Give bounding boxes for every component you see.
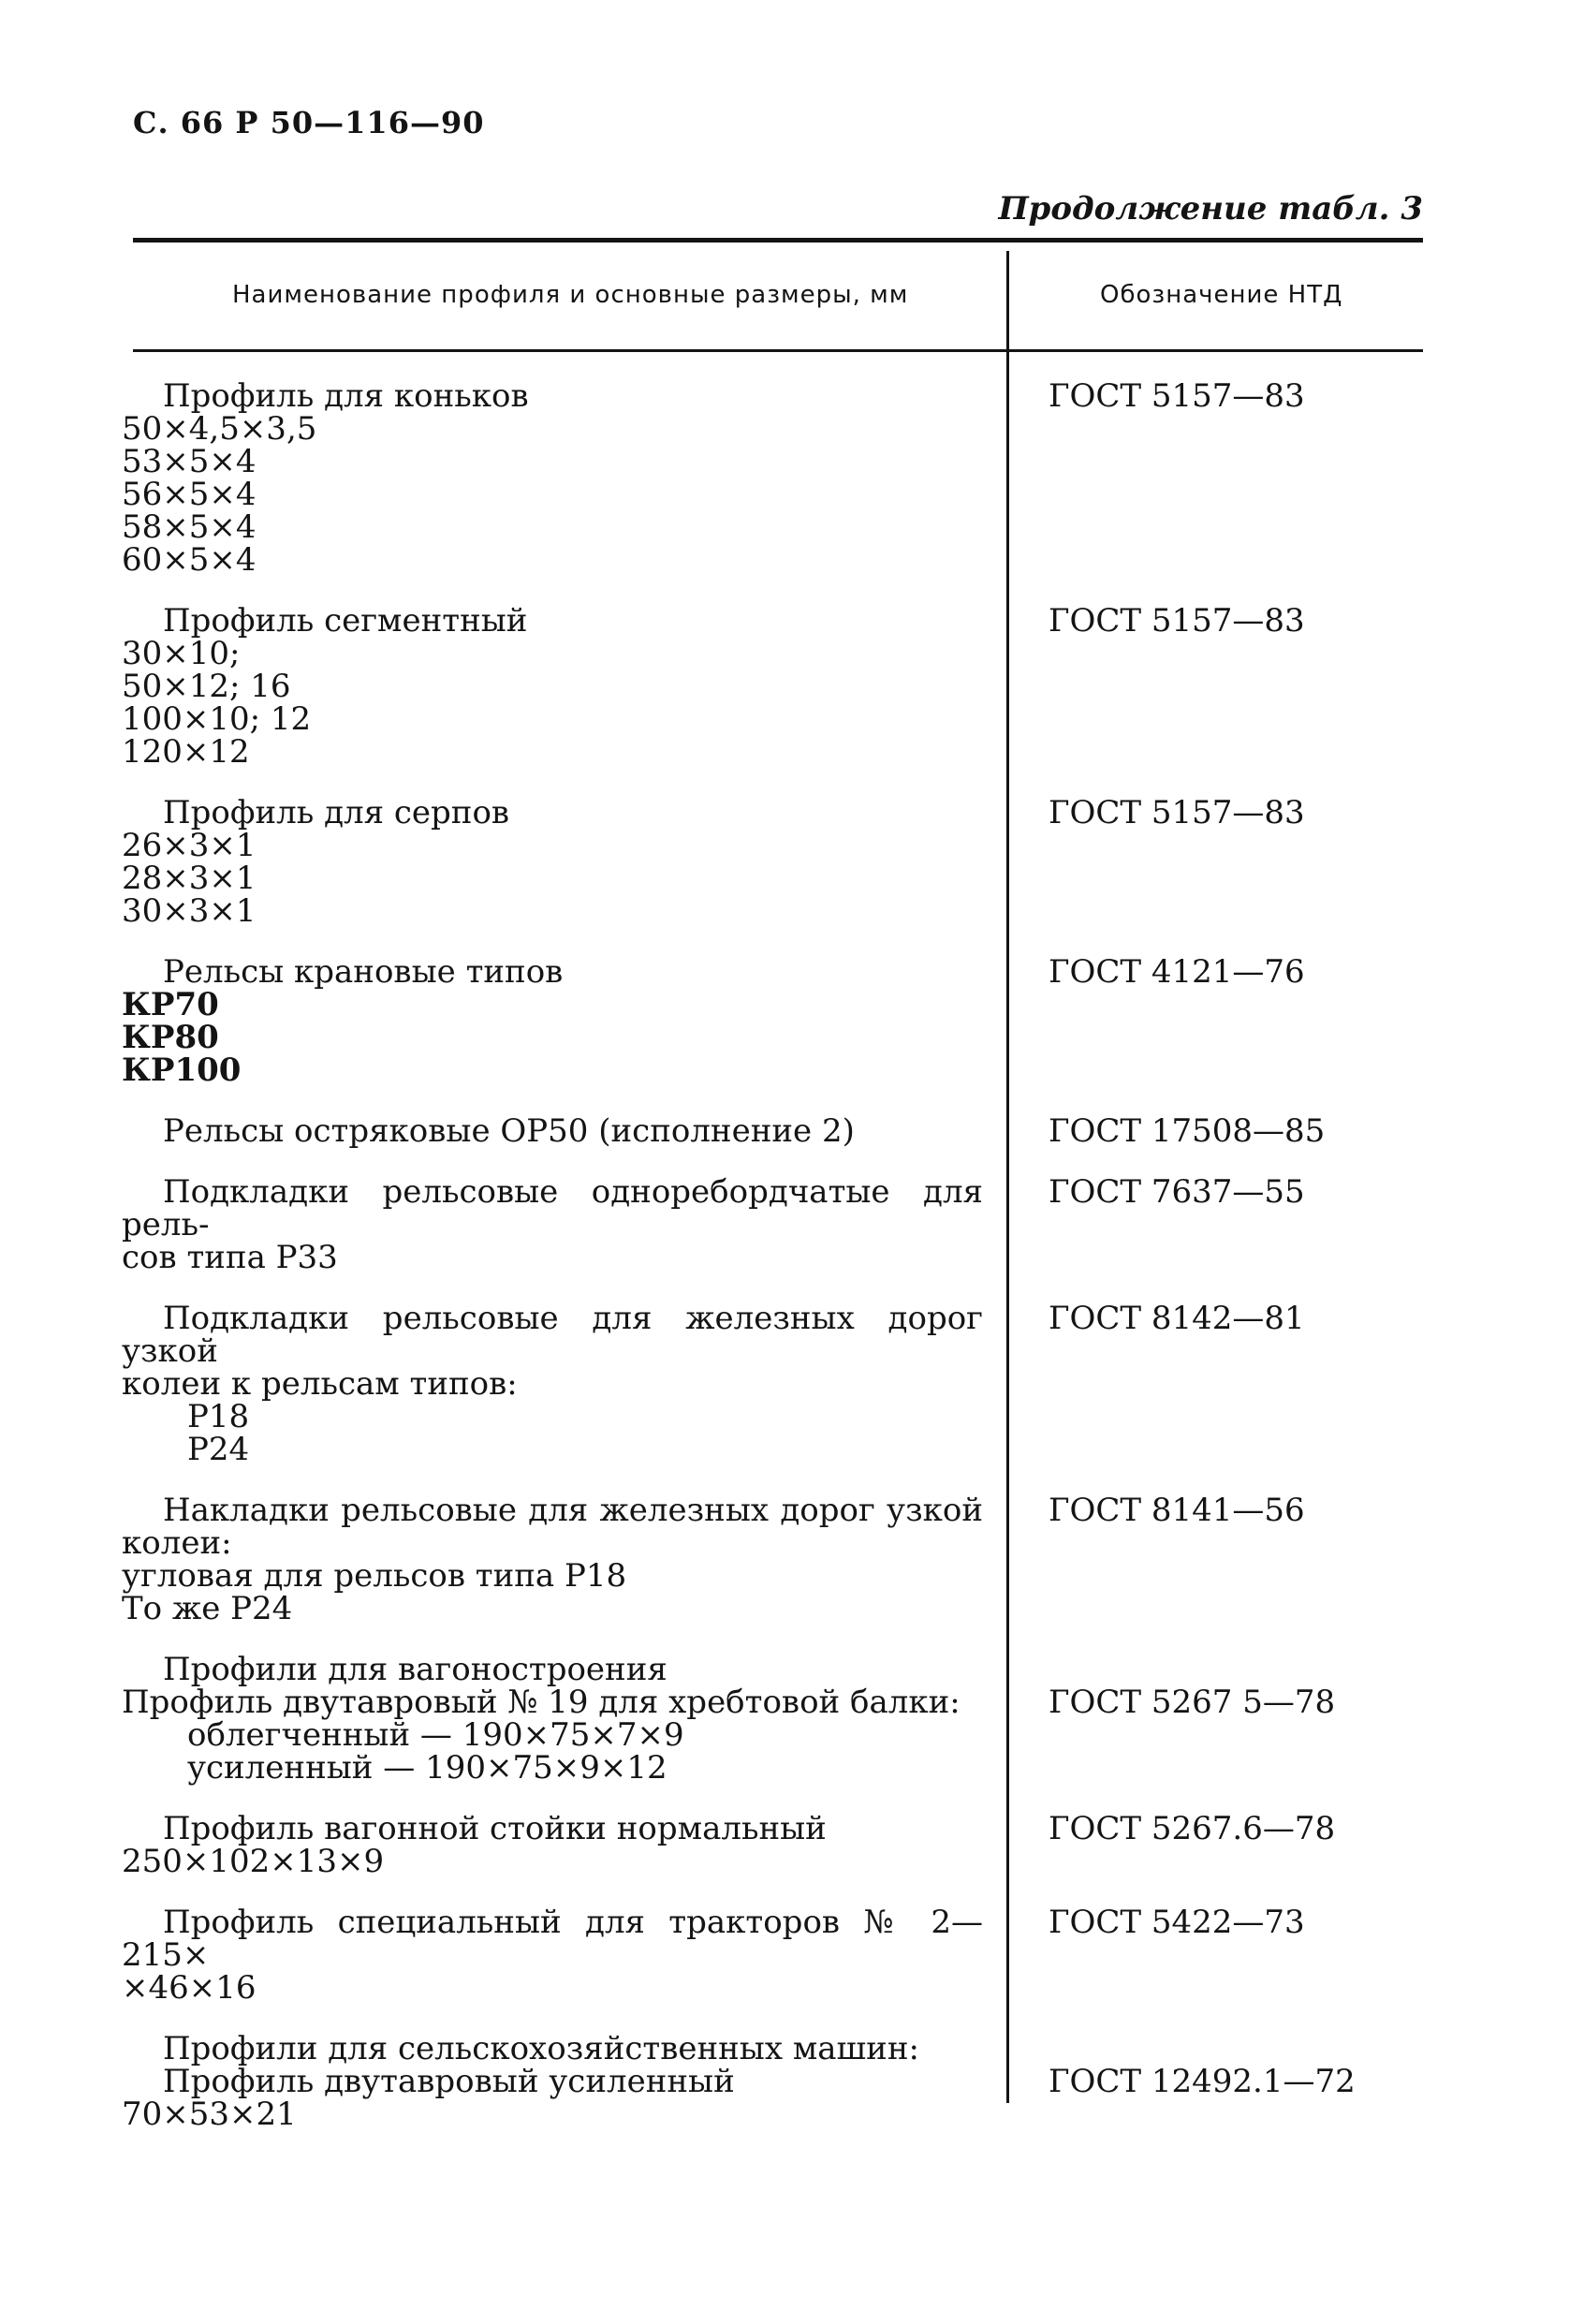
ntd-code: ГОСТ 4121—76 [1049,953,1305,991]
profile-size: То же Р24 [122,1590,293,1627]
profile-size: усиленный — 190×75×9×12 [187,1749,667,1787]
profile-size: 70×53×21 [122,2096,297,2133]
profile-title: Профиль для серпов [163,794,510,831]
profile-size: 50×12; 16 [122,668,291,705]
table-continuation-label: Продолжение табл. 3 [998,190,1423,228]
profile-title: Рельсы остряковые ОР50 (исполнение 2) [163,1112,855,1150]
profile-size: 120×12 [122,733,250,771]
rail-type: КР80 [122,1019,219,1056]
ntd-code: ГОСТ 5157—83 [1049,602,1305,640]
ntd-code: ГОСТ 5422—73 [1049,1904,1305,1941]
profile-title: Профили для сельскохозяйственных машин: [163,2030,919,2067]
profile-title: Подкладки рельсовые для железных дорог узкой [122,1300,983,1370]
ntd-spacer [1049,2033,1356,2066]
table-row [120,1651,1430,1787]
profile-title: Профиль специальный для тракторов № 2—215× [122,1904,983,1974]
profile-size: облегченный — 190×75×7×9 [187,1716,684,1754]
table-top-rule [133,238,1423,243]
profile-size: колеи: [122,1524,232,1562]
table-row [120,1494,1430,1625]
table-row [120,602,1430,771]
profile-size: 60×5×4 [122,541,257,579]
table-row [120,1302,1430,1466]
profile-size: 30×10; [122,635,241,672]
table-body [120,377,1430,2159]
profile-cell [120,1302,983,1466]
profile-size: 56×5×4 [122,476,257,513]
profile-title: Профиль вагонной стойки нормальный [163,1810,827,1847]
profile-cell [120,953,983,1089]
table-row [120,1810,1430,1880]
rail-type: КР100 [122,1052,242,1089]
profile-cell [120,1173,983,1276]
profile-size: 250×102×13×9 [122,1843,385,1880]
ntd-code: ГОСТ 8141—56 [1049,1492,1305,1529]
profile-size: 28×3×1 [122,860,257,897]
table-row [120,953,1430,1089]
ntd-code: ГОСТ 5157—83 [1049,377,1305,415]
profile-cell [120,1494,983,1625]
ntd-code: ГОСТ 8142—81 [1049,1300,1305,1337]
profile-size: 26×3×1 [122,827,257,864]
page-header: С. 66 Р 50—116—90 [133,105,485,140]
profile-size: сов типа Р33 [122,1239,338,1276]
ntd-code: ГОСТ 5267 5—78 [1049,1684,1336,1721]
ntd-code: ГОСТ 7637—55 [1049,1173,1305,1211]
table-row [120,377,1430,579]
profile-title: Рельсы крановые типов [163,953,564,991]
profile-title: Профили для вагоностроения [163,1651,667,1688]
profile-cell [120,2030,983,2133]
profile-size: 53×5×4 [122,443,257,480]
profile-size: колеи к рельсам типов: [122,1365,518,1403]
table-row [120,1173,1430,1276]
profile-cell [120,1906,983,2005]
rail-type: Р24 [187,1431,250,1468]
table-header-rule [133,349,1423,352]
ntd-code: ГОСТ 5267.6—78 [1049,1810,1336,1847]
profile-cell [120,602,983,771]
ntd-code: ГОСТ 5157—83 [1049,794,1305,831]
profile-title: Накладки рельсовые для железных дорог узкой [163,1492,983,1529]
table-row [120,794,1430,930]
profile-title: Профиль сегментный [163,602,528,640]
profile-cell [120,794,983,930]
rail-type: Р18 [187,1398,250,1435]
ntd-code: ГОСТ 17508—85 [1049,1112,1326,1150]
ntd-code-cell [1049,1654,1335,1785]
profile-size: ×46×16 [122,1969,257,2007]
profile-cell [120,1112,983,1150]
profile-cell [120,1651,983,1787]
profile-size: 100×10; 12 [122,700,312,738]
table-row [120,1112,1430,1150]
column-header-ntd: Обозначение НТД [1100,281,1343,309]
column-header-profile: Наименование профиля и основные размеры, мм [232,281,909,309]
ntd-code: ГОСТ 12492.1—72 [1049,2063,1356,2100]
profile-title: Профиль для коньков [163,377,529,415]
profile-size: 30×3×1 [122,892,257,930]
profile-size: Профиль двутавровый № 19 для хребтовой балки: [122,1684,961,1721]
profile-subtitle: Профиль двутавровый усиленный [163,2063,735,2100]
profile-size: 58×5×4 [122,508,257,546]
ntd-code-cell [1049,2033,1356,2131]
profile-title: Подкладки рельсовые одноребордчатые для рель- [122,1173,983,1243]
table-row [120,2030,1430,2133]
profile-cell [120,377,983,579]
profile-cell [120,1810,983,1880]
profile-size: угловая для рельсов типа Р18 [122,1557,627,1595]
ntd-spacer [1049,1654,1335,1686]
profile-size: 50×4,5×3,5 [122,410,317,448]
table-row [120,1906,1430,2005]
rail-type: КР70 [122,986,219,1023]
